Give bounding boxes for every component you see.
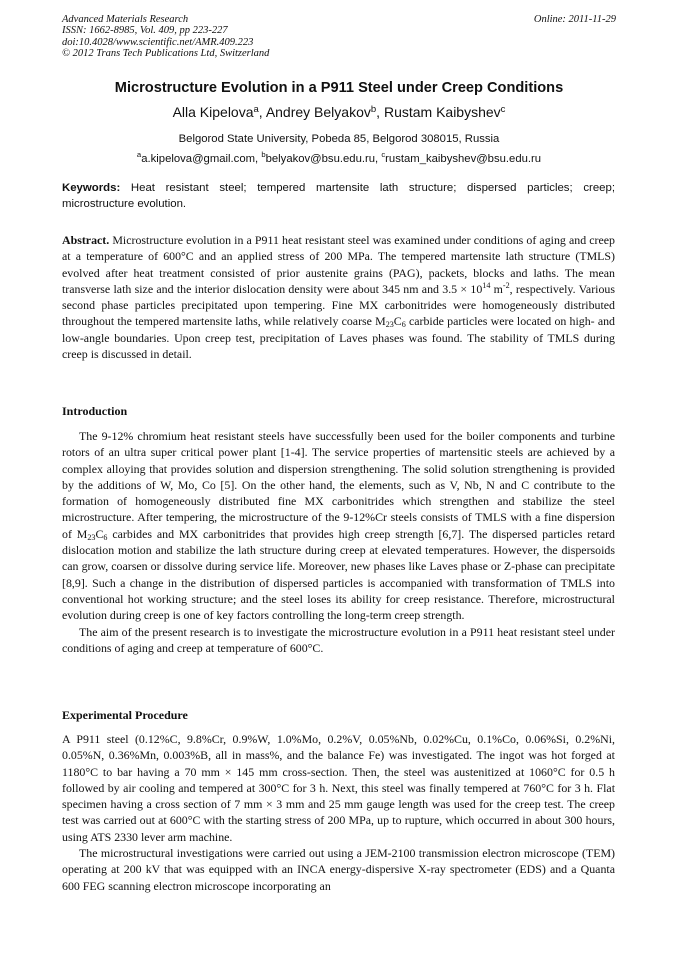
formula-subscript: 23 xyxy=(87,532,96,542)
introduction-heading: Introduction xyxy=(62,404,128,418)
abstract-exponent: -2 xyxy=(502,280,510,290)
paragraph-text: The 9-12% chromium heat resistant steels have successfully been used for the boiler components and turbine rotors of an ultra super critical power plant [1-4]. The service properties of martensitic steels are achieved by a complex alloying that provides solution and dispersion strengthening. The solid solution strengthening is provided by the additions of W, Mo, Co [5]. On the other hand, the elements, such as V, Nb, N and C contribute to the formation of homogeneously distributed fine MX carbonitrides which strengthen and stabilize the steel microstructure. After tempering, the microstructure of the 9-12%Cr steels consists of TMLS with a fine dispersion of M xyxy=(62,429,615,541)
author-mark: c xyxy=(500,104,506,115)
abstract-paragraph xyxy=(62,232,615,362)
experimental-paragraph: The microstructural investigations were carried out using a JEM-2100 transmission electron microscope (TEM) operating at 200 kV that was equipped with an INCA energy-dispersive X-ray spectrometer (EDS) and a Quanta 600 FEG scanning electron microscope incorporating an xyxy=(62,846,615,893)
email-list: $^a$a.kipelova@gmail.com, $^b$belyakov@bsu.edu.ru, $^c$rustam_kaibyshev@bsu.edu.ru xyxy=(136,150,542,165)
experimental-body xyxy=(62,731,615,894)
email-address[interactable]: a.kipelova@gmail.com xyxy=(141,153,256,165)
formula-subscript: 6 xyxy=(103,532,108,542)
experimental-heading: Experimental Procedure xyxy=(62,708,188,722)
journal-name: Advanced Materials Research xyxy=(62,14,189,25)
abstract xyxy=(62,232,615,362)
abstract-text: Microstructure evolution in a P911 heat resistant steel was examined under conditions of aging and creep at a temperature of 600°C and an applied stress of 200 MPa. The tempered martensite lath structure (TMLS) evolved after heat treatment consisted of prior austenite grains (PAG), packets, blocks and laths. The mean transverse lath size and the interior dislocation density were about 345 nm and 3.5 × 10 xyxy=(62,233,615,296)
author-mark: a xyxy=(253,104,259,115)
abstract-unit: m xyxy=(490,281,503,296)
introduction-paragraph xyxy=(62,428,615,624)
abstract-text: , respectively. Various second phase particles precipitated upon tempering. Fine MX carbonitrides were homogeneously distributed throughout the tempered martensite laths, while relatively coarse M xyxy=(62,281,615,329)
formula-element: C xyxy=(95,526,104,541)
author-name: Andrey Belyakov xyxy=(265,104,371,120)
journal-copyright: © 2012 Trans Tech Publications Ltd, Switzerland xyxy=(62,48,270,60)
introduction-paragraph: The aim of the present research is to investigate the microstructure evolution in a P911 heat resistant steel under conditions of aging and creep at temperature of 600°C. xyxy=(62,624,615,655)
formula-element: C xyxy=(393,314,402,329)
author-mark: b xyxy=(370,104,377,115)
introduction-body xyxy=(62,428,615,656)
journal-header xyxy=(62,14,269,60)
keywords-text: Heat resistant steel; tempered martensite lath structure; dispersed particles; creep; microstructure evolution. xyxy=(62,182,615,210)
email-address[interactable]: belyakov@bsu.edu.ru xyxy=(265,153,376,165)
email-mark: b xyxy=(261,150,266,159)
keywords-label: Keywords: xyxy=(62,182,121,194)
author-name: Rustam Kaibyshev xyxy=(383,104,501,120)
paragraph-text: carbides and MX carbonitrides that provides high creep strength [6,7]. The dispersed particles retard dislocation motion and stabilize the lath structure during creep at elevated temperatures. However, the dispersoids can grow, coarsen or dissolve during service life. Moreover, new phases like Laves phase or Z-phase can precipitate [8,9]. Such a change in the distribution of dispersed particles is accompanied with transformation of TMLS into conventional hot working structure; and the steel loses its ability for creep resistance. Therefore, microstructural evolution during creep is one of key factors controlling the long-term creep strength. xyxy=(62,526,616,623)
email-mark: c xyxy=(381,150,386,159)
online-date: Online: 2011-11-29 xyxy=(533,14,616,25)
journal-doi: doi:10.4028/www.scientific.net/AMR.409.223 xyxy=(62,36,254,48)
email-mark: a xyxy=(136,150,142,159)
journal-issn: ISSN: 1662-8985, Vol. 409, pp 223-227 xyxy=(62,25,228,37)
keywords xyxy=(62,180,615,212)
abstract-exponent: 14 xyxy=(482,280,491,290)
experimental-paragraph: A P911 steel (0.12%C, 9.8%Cr, 0.9%W, 1.0%Mo, 0.2%V, 0.05%Nb, 0.02%Cu, 0.1%Co, 0.06%Si, 0.2%Ni, 0.05%N, 0.36%Mn, 0.003%B, all in mass%, and the balance Fe) was investigated. The ingot was hot forged at 1180°C to bar having a 70 mm × 145 mm cross-section. Then, the steel was austenitized at 1060°C for 0.5 h followed by air cooling and tempered at 300°C for 3 h. Next, this steel was finally tempered at 760°C for 3 h. Flat specimen having a cross section of 7 mm × 3 mm and 25 mm gauge length was used for the creep test. The creep test was carried out at 600°C with the starting stress of 200 MPa, up to rupture, which occurred in about 300 hours, using ATS 2330 lever arm machine. xyxy=(62,732,615,844)
formula-subscript: 6 xyxy=(401,320,406,330)
abstract-text: carbide particles were located on high- and low-angle boundaries. Upon creep test, precipitation of Laves phases was found. The stability of TMLS during creep is discussed in detail. xyxy=(62,314,615,362)
email-address[interactable]: rustam_kaibyshev@bsu.edu.ru xyxy=(385,153,542,165)
abstract-label: Abstract. xyxy=(62,233,110,247)
author-list: Alla Kipelova$^a$, Andrey Belyakov$^b$, Rustam Kaibyshev$^c$ xyxy=(172,104,506,120)
formula-subscript: 23 xyxy=(385,320,394,330)
author-name: Alla Kipelova xyxy=(172,104,254,120)
affiliation: Belgorod State University, Pobeda 85, Belgorod 308015, Russia xyxy=(178,133,500,145)
paper-title: Microstructure Evolution in a P911 Steel under Creep Conditions xyxy=(114,80,564,96)
